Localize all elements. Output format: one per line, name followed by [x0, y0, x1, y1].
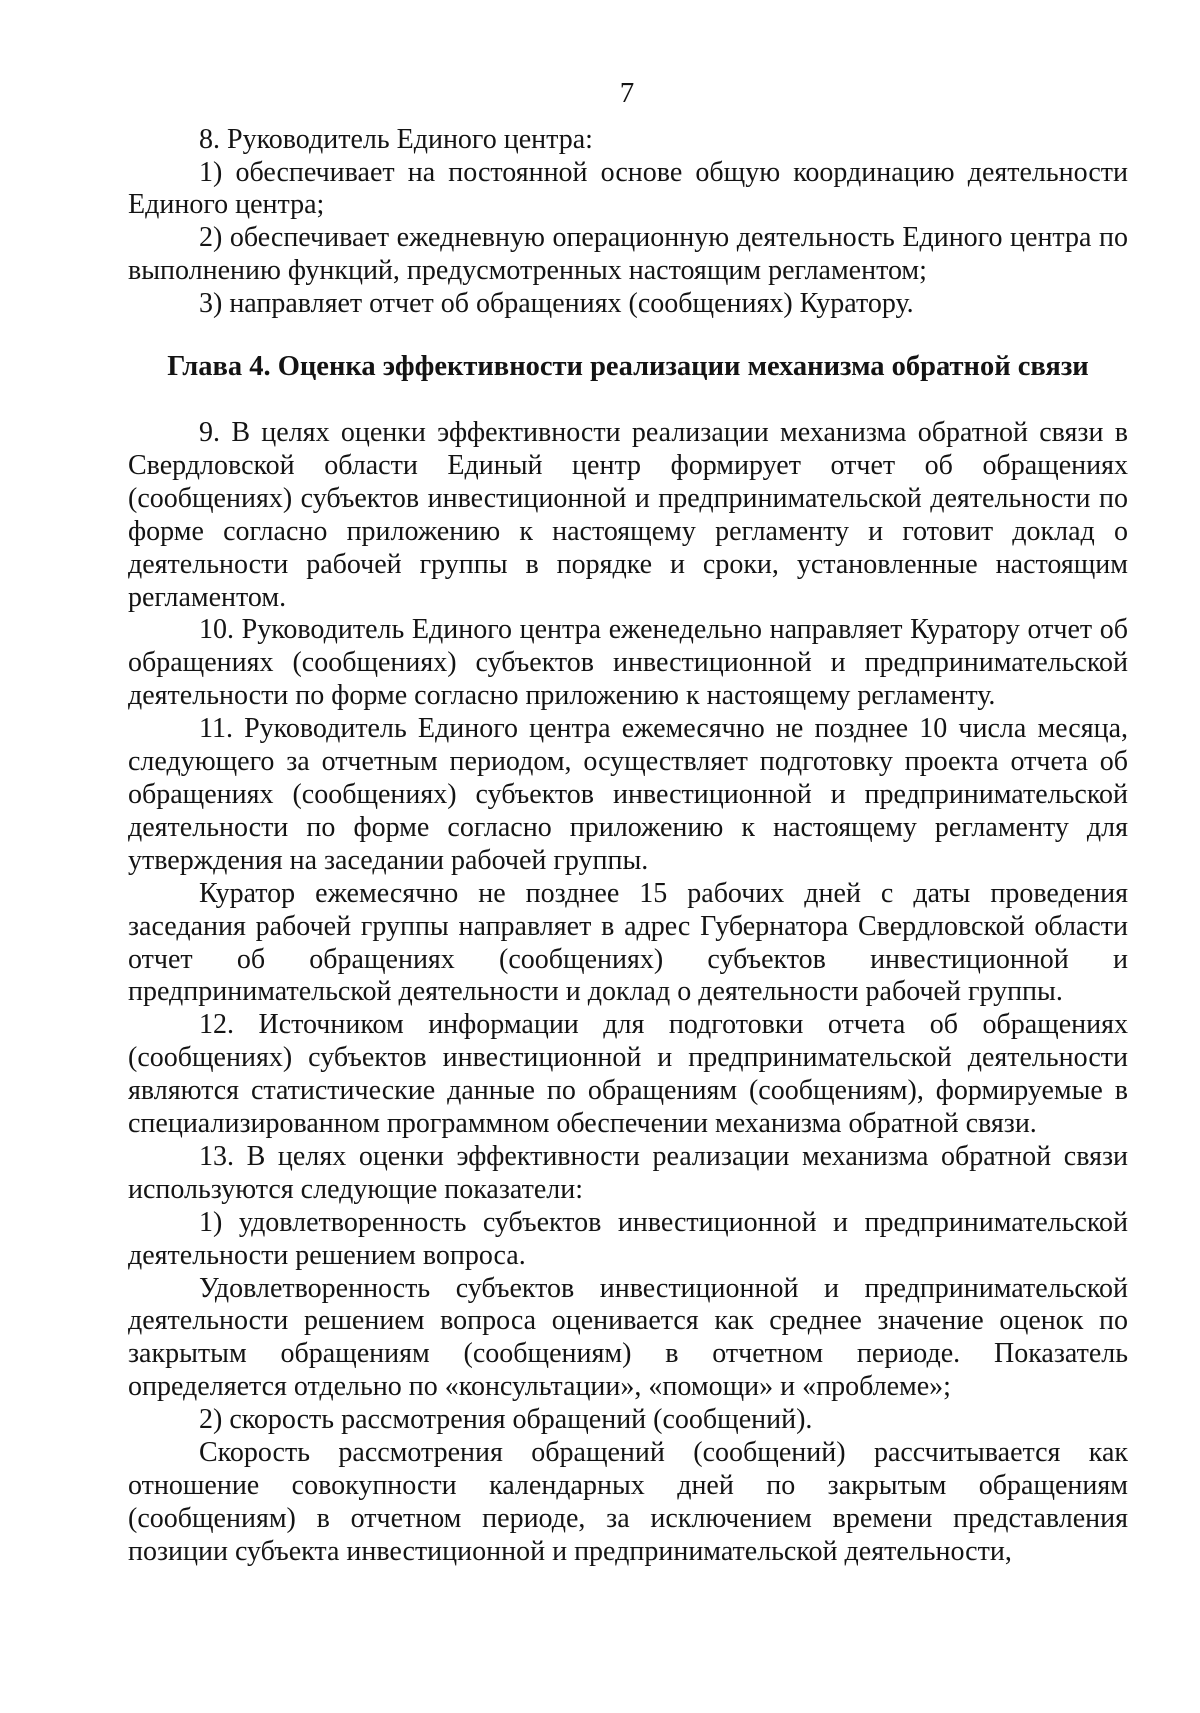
paragraph-13-item-1-detail: Удовлетворенность субъектов инвестиционной и предпринимательской деятельности решением вопроса оценивается как среднее значение оценок по закрытым обращениям (сообщениям) в отчетном периоде. Показатель определяется отдельно по «консультации», «помощи» и «проблеме»;	[128, 1272, 1128, 1403]
chapter-heading: Глава 4. Оценка эффективности реализации механизма обратной связи	[167, 351, 1089, 382]
paragraph-12: 12. Источником информации для подготовки отчета об обращениях (сообщениях) субъектов инвестиционной и предпринимательской деятельности являются статистические данные по обращениям (сообщениям), формируемые в специализированном программном обеспечении механизма обратной связи.	[128, 1009, 1128, 1140]
paragraph-13-item-1: 1) удовлетворенность субъектов инвестиционной и предпринимательской деятельности решением вопроса.	[128, 1206, 1128, 1271]
paragraph-8-item-2: 2) обеспечивает ежедневную операционную деятельность Единого центра по выполнению функций, предусмотренных настоящим регламентом;	[128, 222, 1128, 286]
paragraph-13: 13. В целях оценки эффективности реализации механизма обратной связи используются следующие показатели:	[128, 1140, 1128, 1205]
section-chapter4	[128, 417, 1128, 1569]
paragraph-8: 8. Руководитель Единого центра:	[199, 124, 593, 155]
paragraph-13-item-2-detail: Скорость рассмотрения обращений (сообщений) рассчитывается как отношение совокупности календарных дней по закрытым обращениям (сообщениям) в отчетном периоде, за исключением времени представления позиции субъекта инвестиционной и предпринимательской деятельности,	[128, 1437, 1128, 1567]
paragraph-11: 11. Руководитель Единого центра ежемесячно не позднее 10 числа месяца, следующего за отчетным периодом, осуществляет подготовку проекта отчета об обращениях (сообщениях) субъектов инвестиционной и предпринимательской деятельности по форме согласно приложению к настоящему регламенту для утверждения на заседании рабочей группы.	[128, 713, 1128, 876]
paragraph-8-item-1: 1) обеспечивает на постоянной основе общую координацию деятельности Единого центра;	[128, 156, 1128, 221]
page-number: 7	[619, 77, 635, 109]
paragraph-10: 10. Руководитель Единого центра еженедельно направляет Куратору отчет об обращениях (сообщениях) субъектов инвестиционной и предпринимательской деятельности по форме согласно приложению к настоящему регламенту.	[128, 614, 1128, 712]
paragraph-9: 9. В целях оценки эффективности реализации механизма обратной связи в Свердловской области Единый центр формирует отчет об обращениях (сообщениях) субъектов инвестиционной и предпринимательской деятельности по форме согласно приложению к настоящему регламенту и готовит доклад о деятельности рабочей группы в порядке и сроки, установленные настоящим регламентом.	[128, 417, 1128, 613]
paragraph-8-item-3: 3) направляет отчет об обращениях (сообщениях) Куратору.	[199, 287, 914, 319]
section-chapter3-end	[128, 124, 1128, 320]
paragraph-13-item-2: 2) скорость рассмотрения обращений (сообщений).	[199, 1404, 813, 1436]
paragraph-11-curator: Куратор ежемесячно не позднее 15 рабочих дней с даты проведения заседания рабочей группы направляет в адрес Губернатора Свердловской области отчет об обращениях (сообщениях) субъектов инвестиционной и предпринимательской деятельности и доклад о деятельности рабочей группы.	[128, 877, 1128, 1008]
